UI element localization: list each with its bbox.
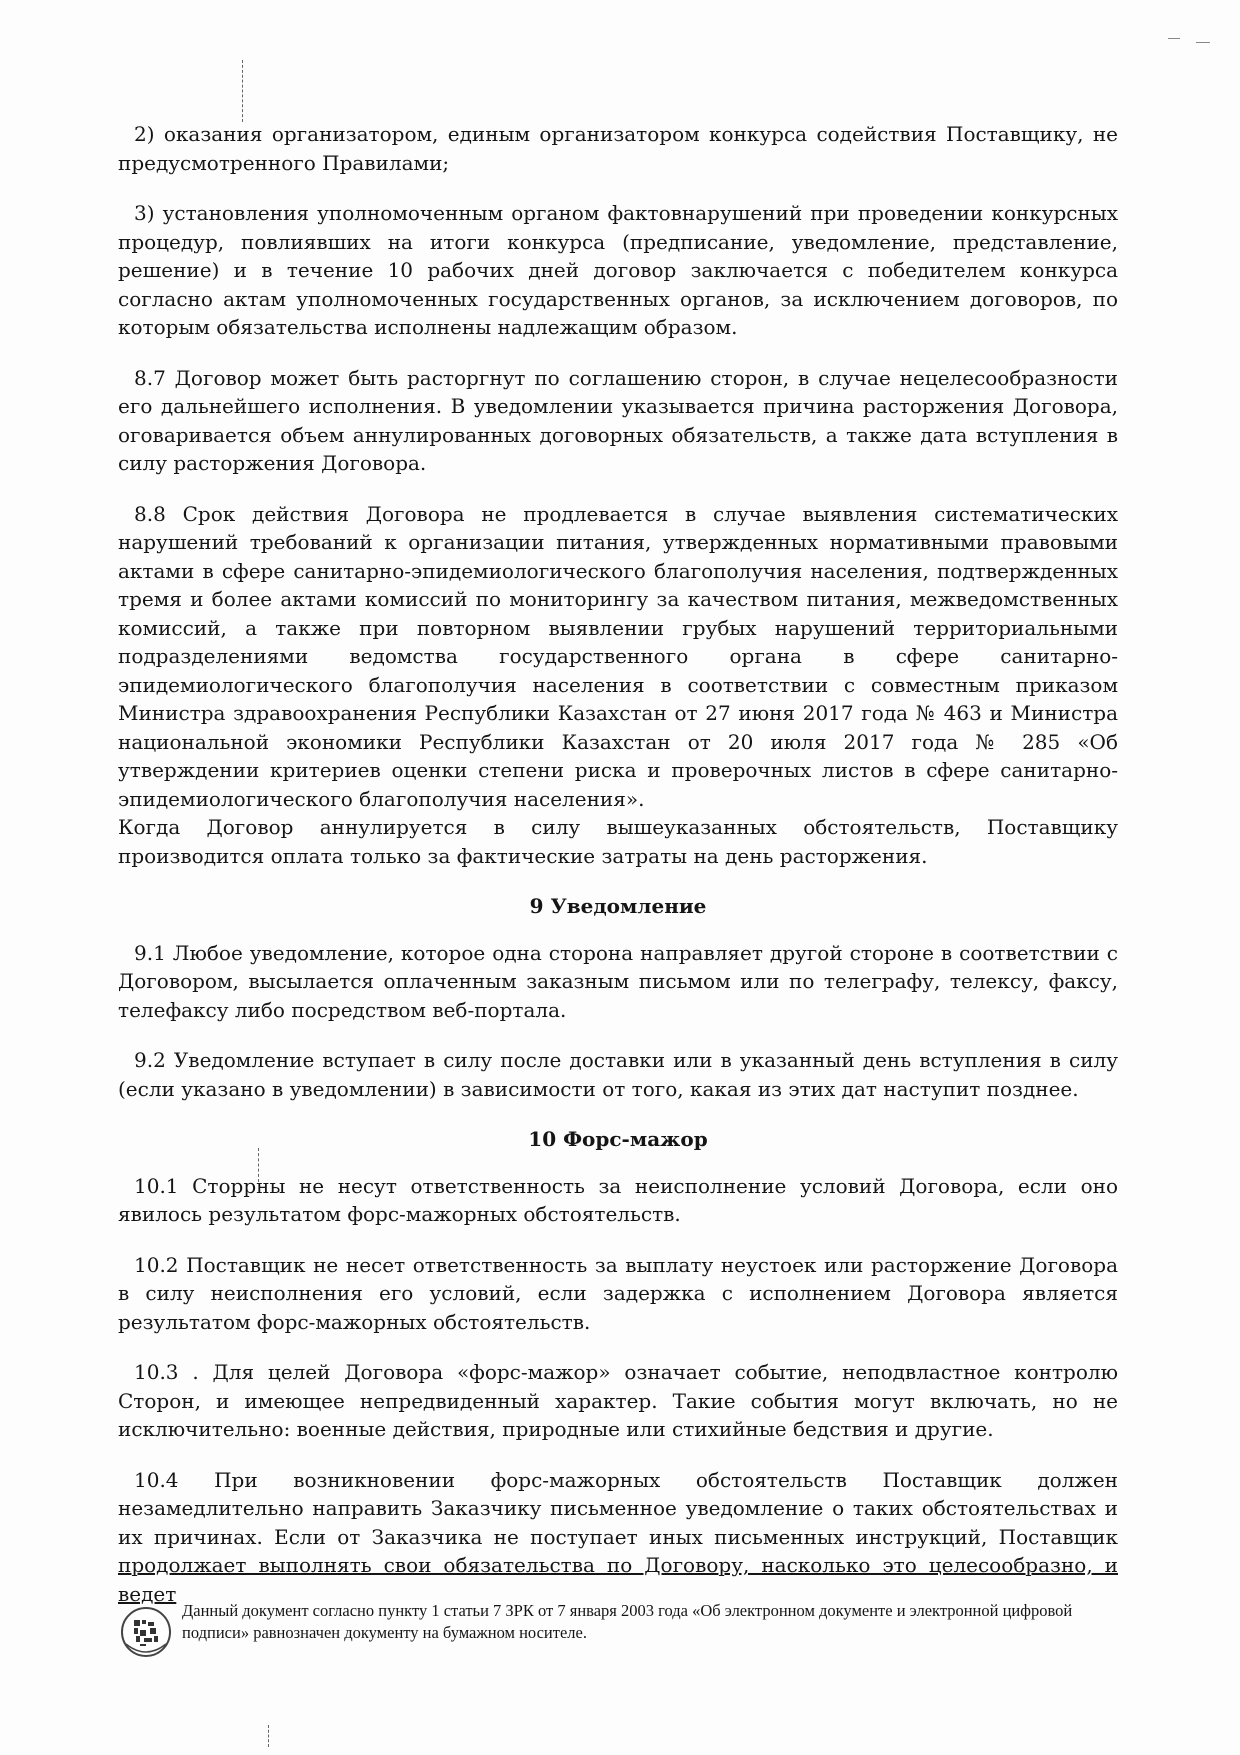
paragraph-item-3: 3) установления уполномоченным органом фактовнарушений при проведении конкурсных процедур, повлиявших на итоги конкурса (предписание, уведомление, представление, решение) и в течение 10 рабочих дней договор заключается с победителем конкурса согласно актам уполномоченных государственных органов, за исключением договоров, по которым обязательства исполнены надлежащим образом. [118, 201, 1118, 339]
paragraph-10-4-underlined: продолжает выполнять свои обязательства по Договору, насколько это целесообразно, и ведет [118, 1553, 1118, 1606]
scan-artifact-dash [1168, 38, 1180, 39]
paragraph-item-2: 2) оказания организатором, единым организатором конкурса содействия Поставщику, не предусмотренного Правилами; [118, 122, 1118, 175]
scan-artifact-dash [1196, 42, 1210, 43]
e-signature-notice: Данный документ согласно пункту 1 статьи 7 ЗРК от 7 января 2003 года «Об электронном документе и электронной цифровой подписи» равнозначен документу на бумажном носителе. [182, 1601, 1073, 1642]
paragraph-10-4-text: 10.4 При возникновении форс-мажорных обстоятельств Поставщик должен незамедлительно направить Заказчику письменное уведомление о таких обстоятельствах и их причинах. Если от Заказчика не поступает иных письменных инструкций, Поставщик [118, 1467, 1118, 1549]
section-10-heading: 10 Форс-мажор [528, 1127, 708, 1151]
document-body [118, 120, 1118, 1608]
paragraph-annulment: Когда Договор аннулируется в силу вышеуказанных обстоятельств, Поставщику производится оплата только за фактические затраты на день расторжения. [118, 815, 1118, 868]
paragraph-10-3: 10.3 . Для целей Договора «форс-мажор» означает событие, неподвластное контролю Сторон, и имеющее непредвиденный характер. Такие события могут включать, но не исключительно: военные действия, природные или стихийные бедствия и другие. [118, 1360, 1118, 1441]
paragraph-8-7: 8.7 Договор может быть расторгнут по соглашению сторон, в случае нецелесообразности его дальнейшего исполнения. В уведомлении указывается причина расторжения Договора, оговаривается объем аннулированных договорных обязательств, а также дата вступления в силу расторжения Договора. [118, 365, 1118, 475]
section-9-heading: 9 Уведомление [529, 894, 707, 918]
paragraph-8-8: 8.8 Срок действия Договора не продлевается в случае выявления систематических нарушений требований к организации питания, утвержденных нормативными правовыми актами в сфере санитарно-эпидемиологического благополучия населения, подтвержденных тремя и более актами комиссий по мониторингу за качеством питания, межведомственных комиссий, а также при повторном выявлении грубых нарушений территориальными подразделениями ведомства государственного органа в сфере санитарно-эпидемиологического благополучия населения в соответствии с совместным приказом Министра здравоохранения Республики Казахстан от 27 июня 2017 года № 463 и Министра национальной экономики Республики Казахстан от 20 июля 2017 года № 285 «Об утверждении критериев оценки степени риска и проверочных листов в сфере санитарно-эпидемиологического благополучия населения». [118, 501, 1118, 811]
paragraph-9-2: 9.2 Уведомление вступает в силу после доставки или в указанный день вступления в силу (если указано в уведомлении) в зависимости от того, какая из этих дат наступит позднее. [118, 1048, 1118, 1101]
scan-artifact-mark [242, 60, 243, 122]
paragraph-9-1: 9.1 Любое уведомление, которое одна сторона направляет другой стороне в соответствии с Договором, высылается оплаченным заказным письмом или по телеграфу, телексу, факсу, телефаксу либо посредством веб-портала. [118, 940, 1118, 1022]
e-signature-footer [118, 1600, 1118, 1660]
paragraph-10-4 [118, 1466, 1118, 1609]
paragraph-10-2: 10.2 Поставщик не несет ответственность за выплату неустоек или расторжение Договора в силу неисполнения его условий, если задержка с исполнением Договора является результатом форс-мажорных обстоятельств. [118, 1252, 1118, 1334]
scan-artifact-mark [268, 1725, 269, 1747]
qr-seal-icon [118, 1604, 174, 1660]
paragraph-10-1: 10.1 Сторрны не несут ответственность за неисполнение условий Договора, если оно явилось результатом форс-мажорных обстоятельств. [118, 1173, 1118, 1226]
